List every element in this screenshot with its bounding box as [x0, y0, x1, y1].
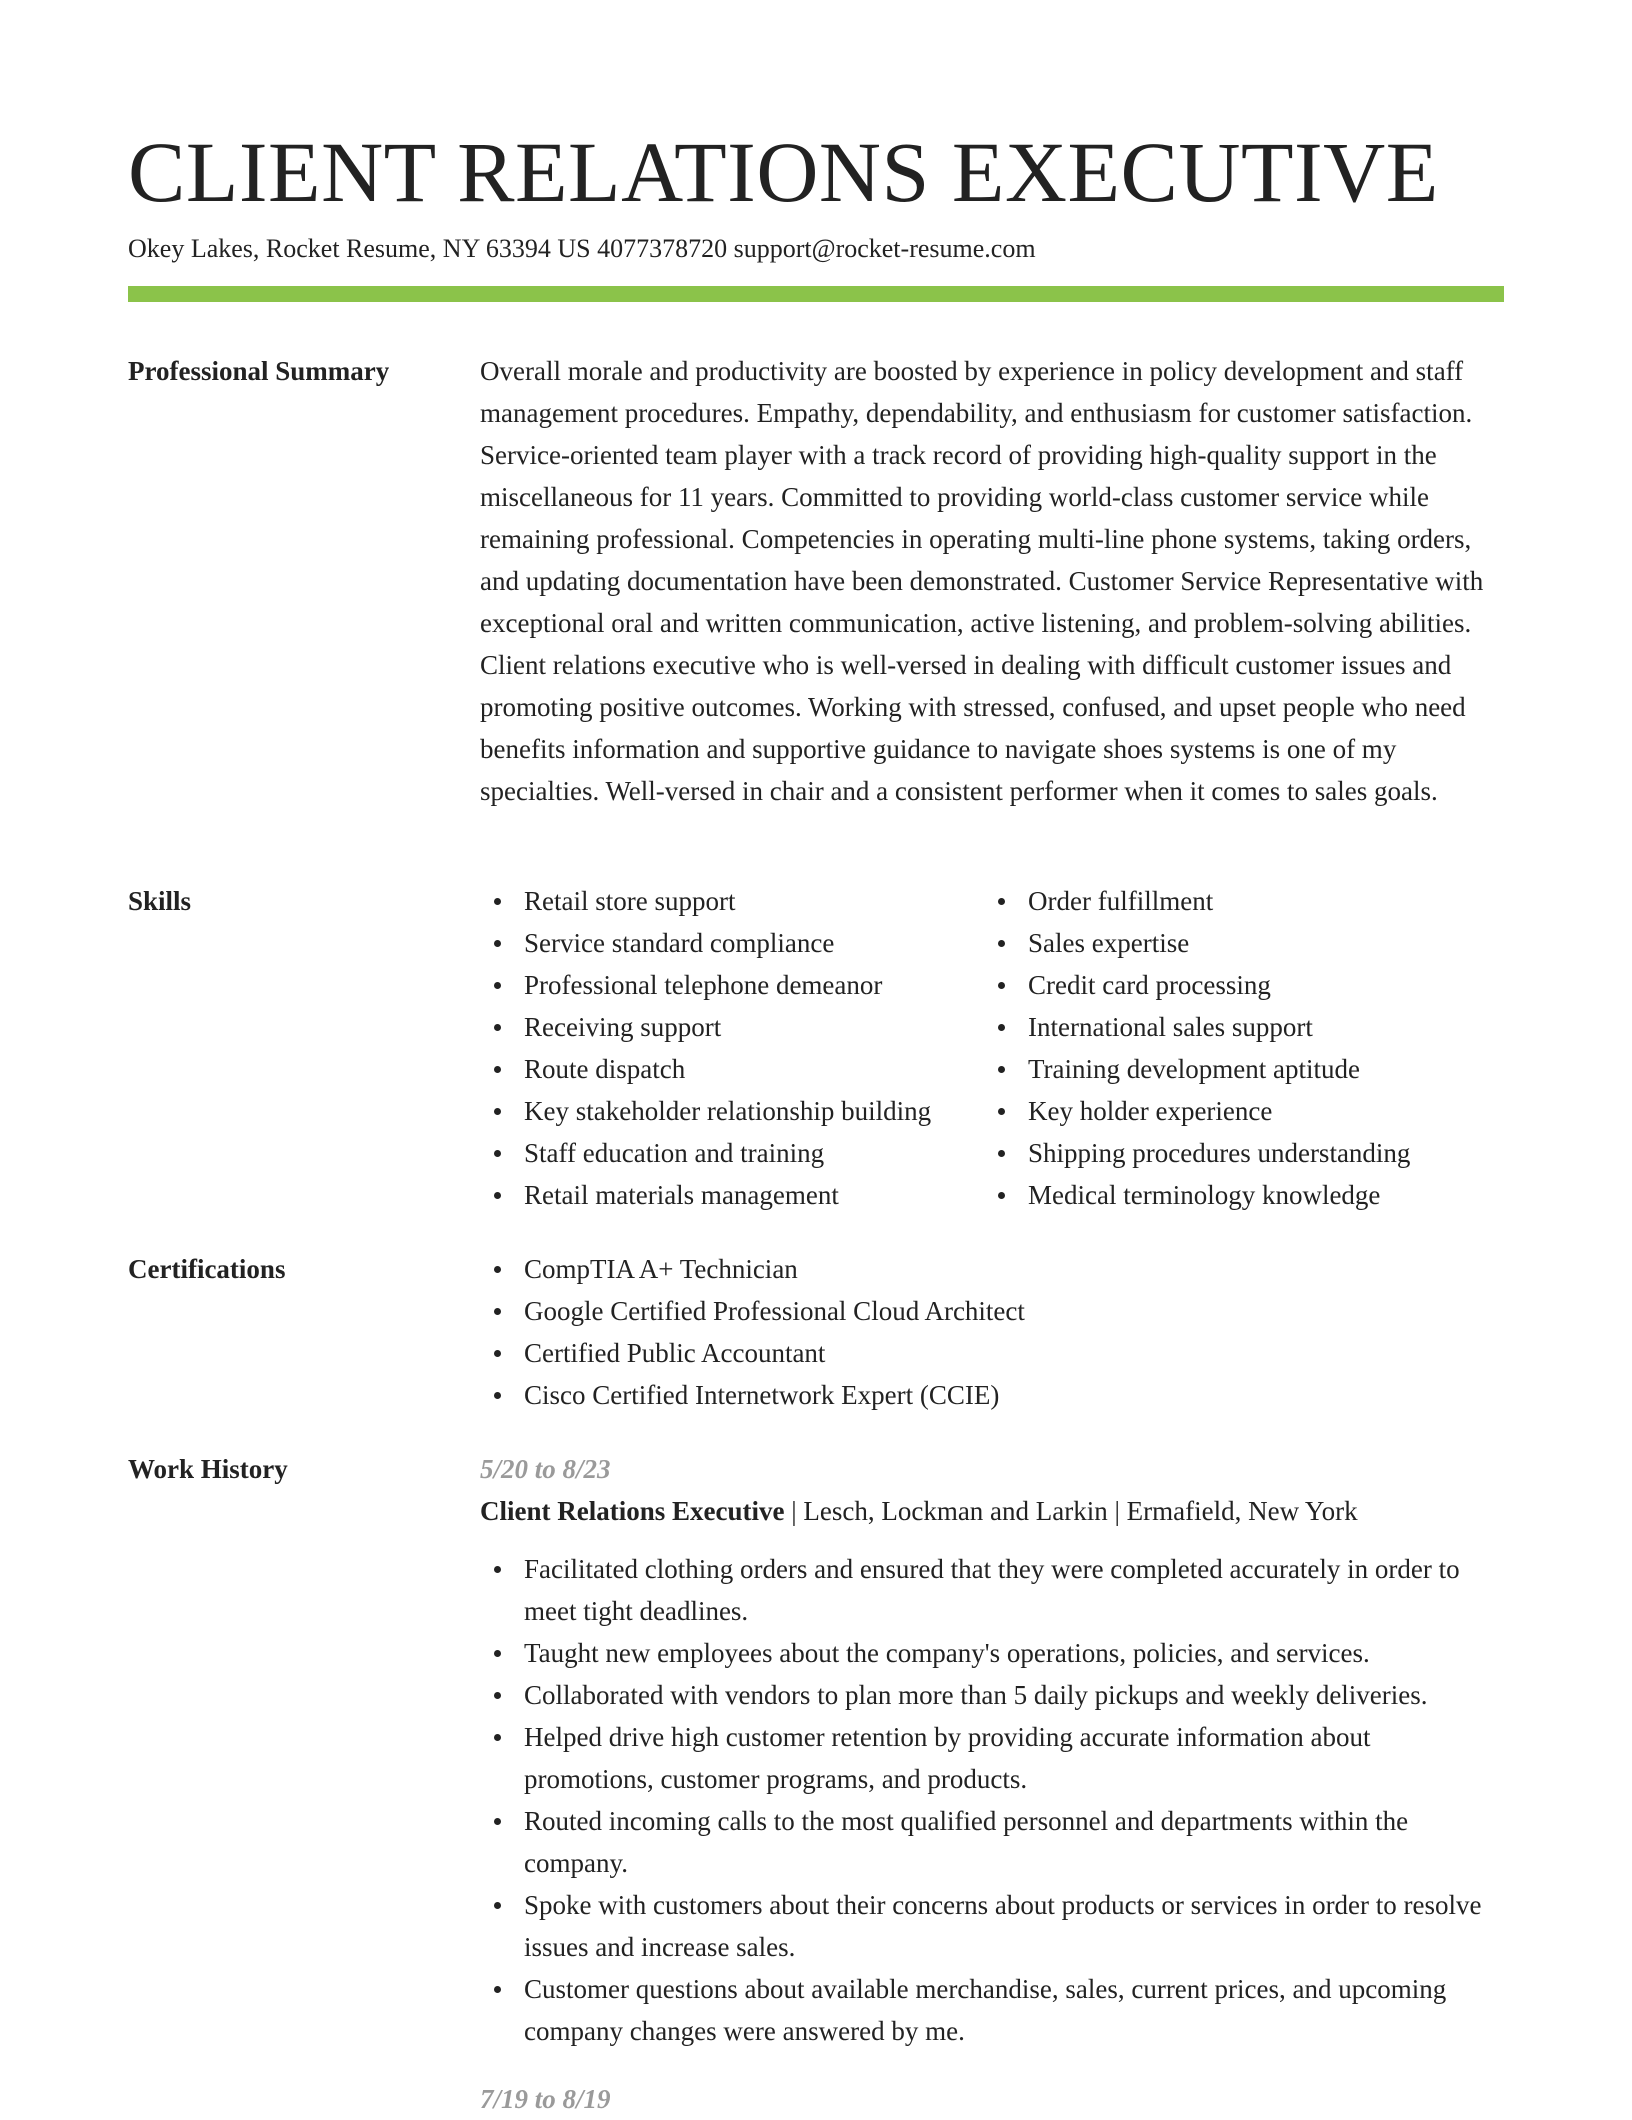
job-header — [480, 1490, 1504, 1532]
skill-item: Professional telephone demeanor — [480, 964, 984, 1006]
skills-column-1 — [480, 880, 984, 1216]
summary-body — [480, 350, 1504, 812]
skill-item: Key stakeholder relationship building — [480, 1090, 984, 1132]
skill-item: Retail store support — [480, 880, 984, 922]
skill-item: Sales expertise — [984, 922, 1504, 964]
summary-text: Overall morale and productivity are boosted by experience in policy development and staff management procedures. Empathy, dependability, and enthusiasm for customer satisfaction. Service-oriented team player with a track record of providing high-quality support in the miscellaneous for 11 years. Committed to providing world-class customer service while remaining professional. Competencies in operating multi-line phone systems, taking orders, and updating documentation have been demonstrated. Customer Service Representative with exceptional oral and written communication, active listening, and problem-solving abilities. Client relations executive who is well-versed in dealing with difficult customer issues and promoting positive outcomes. Working with stressed, confused, and upset people who need benefits information and supportive guidance to navigate shoes systems is one of my specialties. Well-versed in chair and a consistent performer when it comes to sales goals. — [480, 356, 1484, 806]
certifications-body — [480, 1248, 1504, 1416]
job-duty-item: Collaborated with vendors to plan more than 5 daily pickups and weekly deliveries. — [480, 1674, 1504, 1716]
resume-title: CLIENT RELATIONS EXECUTIVE — [128, 124, 1439, 220]
certification-item: Cisco Certified Internetwork Expert (CCIE) — [480, 1374, 1504, 1416]
accent-divider — [128, 286, 1504, 302]
job-duty-item: Spoke with customers about their concerns about products or services in order to resolve issues and increase sales. — [480, 1884, 1504, 1968]
certification-item: Certified Public Accountant — [480, 1332, 1504, 1374]
job-duty-item: Helped drive high customer retention by providing accurate information about promotions, customer programs, and products. — [480, 1716, 1504, 1800]
skill-item: Medical terminology knowledge — [984, 1174, 1504, 1216]
certifications-heading: Certifications — [128, 1254, 286, 1284]
skill-item: Staff education and training — [480, 1132, 984, 1174]
skill-item: Credit card processing — [984, 964, 1504, 1006]
work-history-body — [480, 1448, 1504, 2120]
job-title: Client Relations Executive — [480, 1496, 785, 1526]
skill-item: International sales support — [984, 1006, 1504, 1048]
job-duties-list — [480, 1548, 1504, 2052]
skill-item: Service standard compliance — [480, 922, 984, 964]
job-duty-item: Routed incoming calls to the most qualified personnel and departments within the company. — [480, 1800, 1504, 1884]
skill-item: Retail materials management — [480, 1174, 984, 1216]
skills-heading: Skills — [128, 886, 192, 916]
skill-item: Key holder experience — [984, 1090, 1504, 1132]
job-entry — [480, 1448, 1504, 2052]
skill-item: Shipping procedures understanding — [984, 1132, 1504, 1174]
job-entry — [480, 2078, 1504, 2120]
certifications-list — [480, 1248, 1504, 1416]
skills-body — [480, 880, 1504, 1216]
job-dates: 5/20 to 8/23 — [480, 1454, 611, 1484]
skill-item: Receiving support — [480, 1006, 984, 1048]
job-dates: 7/19 to 8/19 — [480, 2084, 611, 2114]
job-company-location: | Lesch, Lockman and Larkin | Ermafield, New York — [784, 1496, 1358, 1526]
job-duty-item: Customer questions about available merchandise, sales, current prices, and upcoming company changes were answered by me. — [480, 1968, 1504, 2052]
skill-item: Training development aptitude — [984, 1048, 1504, 1090]
job-duty-item: Taught new employees about the company's operations, policies, and services. — [480, 1632, 1504, 1674]
skills-column-2 — [984, 880, 1504, 1216]
contact-line: Okey Lakes, Rocket Resume, NY 63394 US 4077378720 support@rocket-resume.com — [128, 234, 1036, 263]
skill-item: Route dispatch — [480, 1048, 984, 1090]
certification-item: CompTIA A+ Technician — [480, 1248, 1504, 1290]
work-history-heading: Work History — [128, 1454, 288, 1484]
skill-item: Order fulfillment — [984, 880, 1504, 922]
certification-item: Google Certified Professional Cloud Architect — [480, 1290, 1504, 1332]
summary-heading: Professional Summary — [128, 356, 390, 386]
job-duty-item: Facilitated clothing orders and ensured that they were completed accurately in order to meet tight deadlines. — [480, 1548, 1504, 1632]
